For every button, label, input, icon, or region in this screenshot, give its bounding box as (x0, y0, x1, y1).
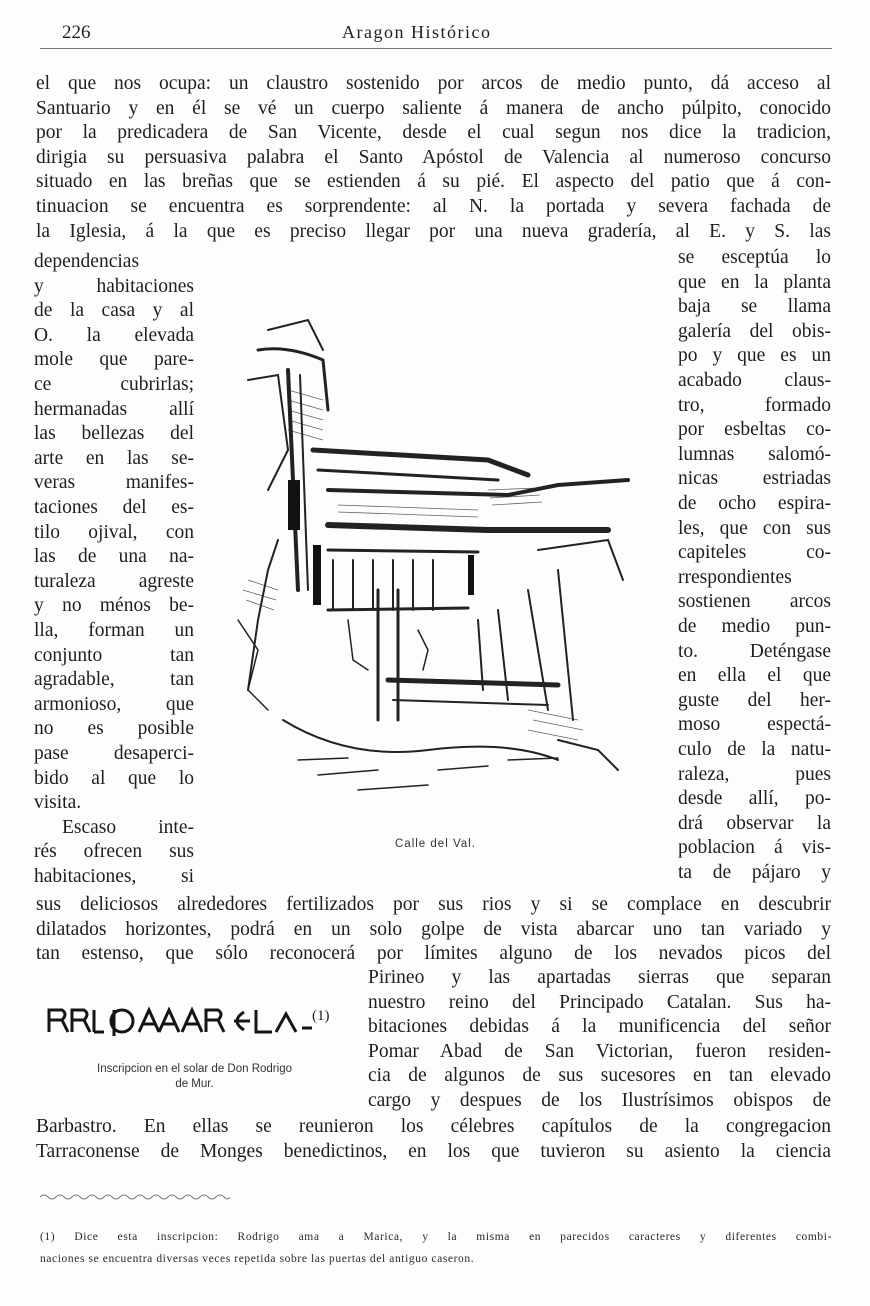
right-column-line: capiteles co- (678, 542, 831, 564)
right-column-line: moso espectá- (678, 714, 831, 736)
left-column-line: Escaso inte- (62, 816, 194, 838)
top-lines-line: Santuario y en él se vé un cuerpo saliente á manera de ancho púlpito, conocido (36, 97, 831, 119)
right-column-line: acabado claus- (678, 370, 831, 391)
inscription-caption-line-1: Inscripcion en el solar de Don Rodrigo (97, 1063, 292, 1075)
left-column-line: lla, forman un (34, 620, 194, 641)
illustration-calle-del-val (228, 290, 648, 835)
left-column-line: armonioso, que (34, 693, 194, 715)
footnote-line-2: naciones se encuentra diversas veces repetida sobre las puertas del antiguo caseron. (40, 1253, 475, 1265)
right-column-line: drá observar la (678, 812, 831, 834)
right-column-line: poblacion á vis- (678, 837, 831, 859)
bottom-lines-line: Barbastro. En ellas se reunieron los célebres capítulos de la congregacion (36, 1116, 831, 1137)
inset-lines-line: nuestro reino del Principado Catalan. Sus ha- (368, 991, 831, 1013)
bottom-lines-line: Tarraconense de Monges benedictinos, en los que tuvieron su asiento la ciencia (36, 1140, 831, 1162)
running-title: Aragon Histórico (342, 22, 492, 42)
top-lines-line: por la predicadera de San Vicente, desde el cual segun nos dice la tradicion, (36, 122, 831, 144)
right-column-line: baja se llama (678, 296, 831, 318)
left-column-line: tilo ojival, con (34, 521, 194, 543)
left-column-line: ce cubrirlas; (34, 374, 194, 395)
right-column-line: po y que es un (678, 345, 831, 367)
left-column-line: las de una na- (34, 546, 194, 568)
left-column-line: y habitaciones (34, 275, 194, 297)
left-column-line: taciones del es- (34, 497, 194, 518)
figure-caption: Calle del Val. (395, 838, 476, 850)
left-column-line: conjunto tan (34, 644, 194, 666)
inscription-glyphs (44, 1002, 344, 1042)
right-column-line: que en la planta (678, 271, 831, 293)
right-column-line: por esbeltas co- (678, 419, 831, 441)
left-column-line: turaleza agreste (34, 570, 194, 592)
middle-lines-line: sus deliciosos alrededores fertilizados por sus rios y si se complace en descubrir (36, 894, 831, 915)
right-column-line: raleza, pues (678, 763, 831, 785)
inset-lines-line: cia de algunos de sus sucesores en tan elevado (368, 1065, 831, 1087)
right-column-line: rrespondientes (678, 566, 792, 588)
inscription-image (44, 1002, 344, 1042)
left-column-line: las bellezas del (34, 423, 194, 445)
left-column-line: agradable, tan (34, 669, 194, 691)
left-column-line: rés ofrecen sus (34, 841, 194, 863)
right-column-line: nicas estriadas (678, 468, 831, 490)
left-column-line: de la casa y al (34, 300, 194, 322)
inset-lines-line: cargo y despues de los Ilustrísimos obispos de (368, 1090, 831, 1111)
top-lines-line: la Iglesia, á la que es preciso llegar por una nueva gradería, al E. y S. las (36, 220, 831, 242)
left-column-line: arte en las se- (34, 447, 194, 469)
street-sketch (228, 290, 648, 835)
right-column-line: sostienen arcos (678, 591, 831, 613)
left-column-line: mole que pare- (34, 349, 194, 371)
right-column-line: desde allí, po- (678, 788, 831, 810)
top-lines-line: tinuacion se encuentra es sorprendente: al N. la portada y severa fachada de (36, 196, 831, 217)
right-column-line: guste del her- (678, 689, 831, 711)
right-column-line: ta de pájaro y (678, 862, 831, 883)
top-lines-line: dirigia su persuasiva palabra el Santo Apóstol de Valencia al numeroso concurso (36, 146, 831, 168)
inset-lines-line: bitaciones debidas á la munificencia del señor (368, 1016, 831, 1038)
top-lines-line: situado en las breñas que se estienden á su pié. El aspecto del patio que á con- (36, 171, 831, 193)
left-column-line: habitaciones, si (34, 866, 194, 887)
left-column-line: dependencias (34, 251, 140, 272)
left-column-line: y no ménos be- (34, 595, 194, 617)
right-column-line: culo de la natu- (678, 739, 831, 760)
right-column-line: to. Deténgase (678, 640, 831, 662)
inscription-note-ref: (1) (312, 1008, 330, 1024)
left-column-line: O. la elevada (34, 324, 194, 346)
left-column-line: no es posible (34, 718, 194, 740)
left-column-line: hermanadas allí (34, 398, 194, 420)
footnote-line-1: (1) Dice esta inscripcion: Rodrigo ama a Marica, y la misma en parecidos caracteres y diferentes combi- (40, 1231, 832, 1243)
page-number: 226 (62, 22, 91, 43)
right-column-line: en ella el que (678, 665, 831, 687)
right-column-line: lumnas salomó- (678, 443, 831, 465)
footnote-ornament (40, 1192, 230, 1202)
inset-lines-line: Pomar Abad de San Victorian, fueron residen- (368, 1040, 831, 1062)
middle-lines-line: tan estenso, que sólo reconocerá por límites alguno de los nevados picos del (36, 943, 831, 965)
right-column-line: de medio pun- (678, 616, 831, 637)
right-column-line: se esceptúa lo (678, 247, 831, 268)
middle-lines-line: dilatados horizontes, podrá en un solo golpe de vista abarcar uno tan variado y (36, 918, 831, 940)
right-column-line: les, que con sus (678, 517, 831, 539)
inscription-caption-line-2: de Mur. (175, 1078, 214, 1090)
page-header (62, 22, 832, 44)
right-column-line: tro, formado (678, 394, 831, 416)
inset-lines-line: Pirineo y las apartadas sierras que separan (368, 967, 831, 988)
left-column-line: pase desaperci- (34, 743, 194, 764)
left-column-line: veras manifes- (34, 472, 194, 494)
right-column-line: galería del obis- (678, 320, 831, 342)
inscription-caption (52, 1062, 337, 1092)
header-rule (40, 48, 832, 49)
left-column-line: bido al que lo (34, 767, 194, 789)
top-lines-line: el que nos ocupa: un claustro sostenido por arcos de medio punto, dá acceso al (36, 73, 831, 94)
left-column-line: visita. (34, 792, 82, 814)
right-column-line: de ocho espira- (678, 493, 831, 514)
